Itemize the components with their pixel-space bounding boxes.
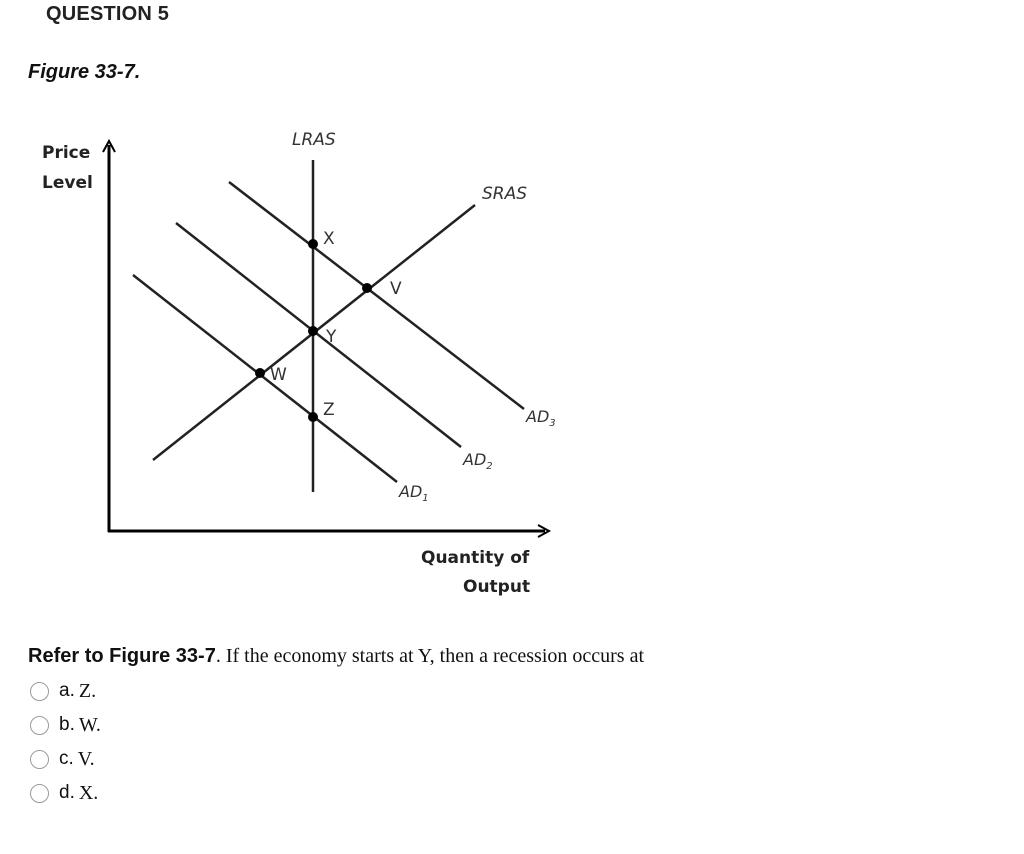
option-a-letter: a.	[59, 680, 75, 701]
x-axis-label-quantity: Quantity of	[421, 548, 530, 568]
point-w-dot	[255, 368, 265, 378]
answer-options	[30, 674, 330, 810]
ad2-curve	[176, 223, 461, 447]
point-y-dot	[308, 326, 318, 336]
option-c[interactable]	[30, 742, 330, 776]
point-x-dot	[308, 239, 318, 249]
figure-title: Figure 33-7.	[28, 61, 141, 83]
question-text	[28, 645, 644, 668]
x-axis-label-output: Output	[463, 577, 531, 597]
option-c-text: V.	[77, 747, 95, 770]
ad2-label: $AD_2$	[463, 450, 493, 472]
point-v-label: V	[390, 279, 402, 299]
option-a[interactable]	[30, 674, 330, 708]
option-b-text: W.	[78, 713, 101, 736]
radio-button-d[interactable]	[30, 784, 49, 803]
ad3-label: $AD_3$	[526, 407, 556, 429]
point-w-label: W	[270, 365, 287, 385]
option-c-letter: c.	[59, 748, 74, 769]
y-axis-label-price: Price	[42, 143, 91, 163]
ad1-label: $AD_1$	[399, 482, 429, 504]
point-z-dot	[308, 412, 318, 422]
sras-label: SRAS	[482, 184, 528, 204]
option-d-letter: d.	[59, 782, 75, 803]
point-z-label: Z	[323, 400, 335, 420]
point-y-label: Y	[326, 327, 337, 347]
option-b-letter: b.	[59, 714, 75, 735]
lras-label: LRAS	[292, 130, 336, 150]
point-v-dot	[362, 283, 372, 293]
question-reference: Refer to Figure 33-7	[28, 645, 216, 667]
radio-button-a[interactable]	[30, 682, 49, 701]
option-d[interactable]	[30, 776, 330, 810]
point-x-label: X	[323, 229, 335, 249]
radio-button-c[interactable]	[30, 750, 49, 769]
option-b[interactable]	[30, 708, 330, 742]
y-axis-label-level: Level	[42, 173, 93, 193]
ad1-curve	[133, 275, 397, 482]
question-header: QUESTION 5	[46, 3, 170, 25]
radio-button-b[interactable]	[30, 716, 49, 735]
option-d-text: X.	[78, 781, 99, 804]
question-body: . If the economy starts at Y, then a recession occurs at	[215, 645, 645, 667]
option-a-text: Z.	[78, 679, 97, 702]
